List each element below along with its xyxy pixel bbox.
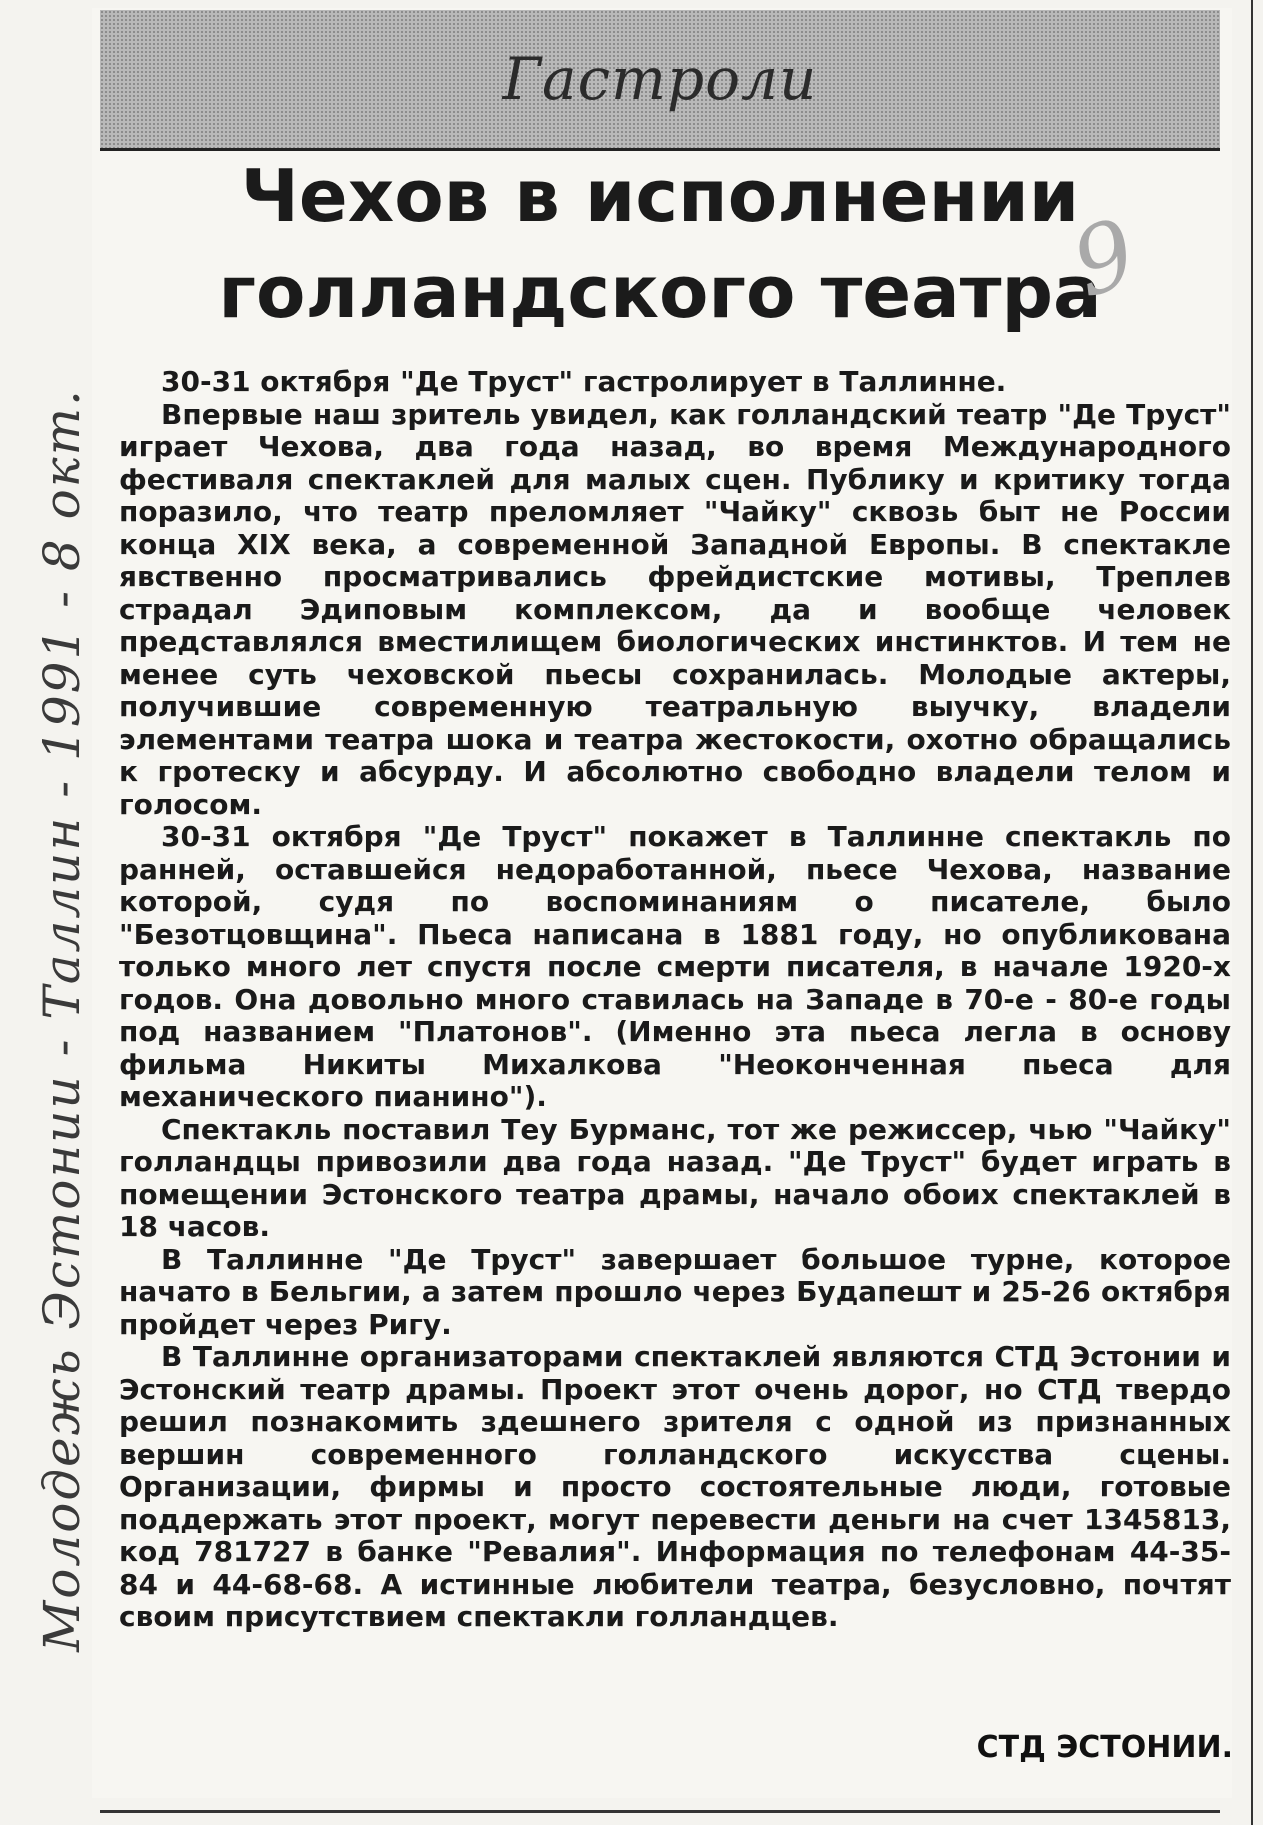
section-rubric bbox=[100, 10, 1220, 151]
article-paragraph: В Таллинне "Де Труст" завершает большое турне, которое начато в Бельгии, а затем прошло через Будапешт и 25-26 октября пройдет через Ригу. bbox=[119, 1242, 1231, 1341]
article-paragraph: Впервые наш зритель увидел, как голландский театр "Де Труст" играет Чехова, два года назад, во время Международного фестиваля спектаклей для малых сцен. Публику и критику тогда поразило, что театр преломляет "Чайку" сквозь быт не России конца XIX века, а современной Западной Европы. В спектакле явственно просматривались фрейдистские мотивы, Треплев страдал Эдиповым комплексом, да и вообще человек представлялся вместилищем биологических инстинктов. И тем не менее суть чеховской пьесы сохранилась. Молодые актеры, получившие современную театральную выучку, владели элементами театра шока и театра жестокости, охотно обращались к гротеску и абсурду. И абсолютно свободно владели телом и голосом. bbox=[119, 397, 1231, 821]
article-paragraph: Спектакль поставил Теу Бурманс, тот же режиссер, чью "Чайку" голландцы привозили два года назад. "Де Труст" будет играть в помещении Эстонского театра драмы, начало обоих спектаклей в 18 часов. bbox=[119, 1112, 1231, 1243]
handwritten-source-note: Молодежь Эстонии - Таллин - 1991 - 8 окт. bbox=[33, 388, 91, 1652]
article-paragraph: 30-31 октября "Де Труст" покажет в Таллинне спектакль по ранней, оставшейся недоработанной, пьесе Чехова, название которой, судя по воспоминаниям о писателе, было "Безотцовщина". Пьеса написана в 1881 году, но опубликована только много лет спустя после смерти писателя, в начале 1920-х годов. Она довольно много ставилась на Западе в 70-е - 80-е годы под названием "Платонов". (Именно эта пьеса легла в основу фильма Никиты Михалкова "Неоконченная пьеса для механического пианино"). bbox=[119, 820, 1231, 1113]
headline-line-1: Чехов в исполнении bbox=[240, 154, 1080, 238]
article-body bbox=[119, 366, 1231, 1634]
headline-line-2: голландского театра bbox=[218, 250, 1102, 334]
bottom-rule bbox=[100, 1810, 1220, 1813]
clipping-edge bbox=[1251, 0, 1253, 1825]
article-lead: 30-31 октября "Де Труст" гастролирует в Таллинне. bbox=[161, 365, 1007, 398]
rubric-label: Гастроли bbox=[502, 45, 818, 113]
article-paragraph: В Таллинне организаторами спектаклей являются СТД Эстонии и Эстонский театр драмы. Проект этот очень дорог, но СТД твердо решил познакомить здешнего зрителя с одной из признанных вершин современного голландского искусства сцены. Организации, фирмы и просто состоятельные люди, готовые поддержать этот проект, могут перевести деньги на счет 1345813, код 781727 в банке "Ревалия". Информация по телефонам 44-35-84 и 44-68-68. А истинные любители театра, безусловно, почтят своим присутствием спектакли голландцев. bbox=[119, 1340, 1231, 1633]
article-signature: СТД ЭСТОНИИ. bbox=[976, 1730, 1233, 1765]
article-headline bbox=[110, 148, 1210, 340]
handwritten-margin-mark: 9 bbox=[1059, 198, 1149, 319]
